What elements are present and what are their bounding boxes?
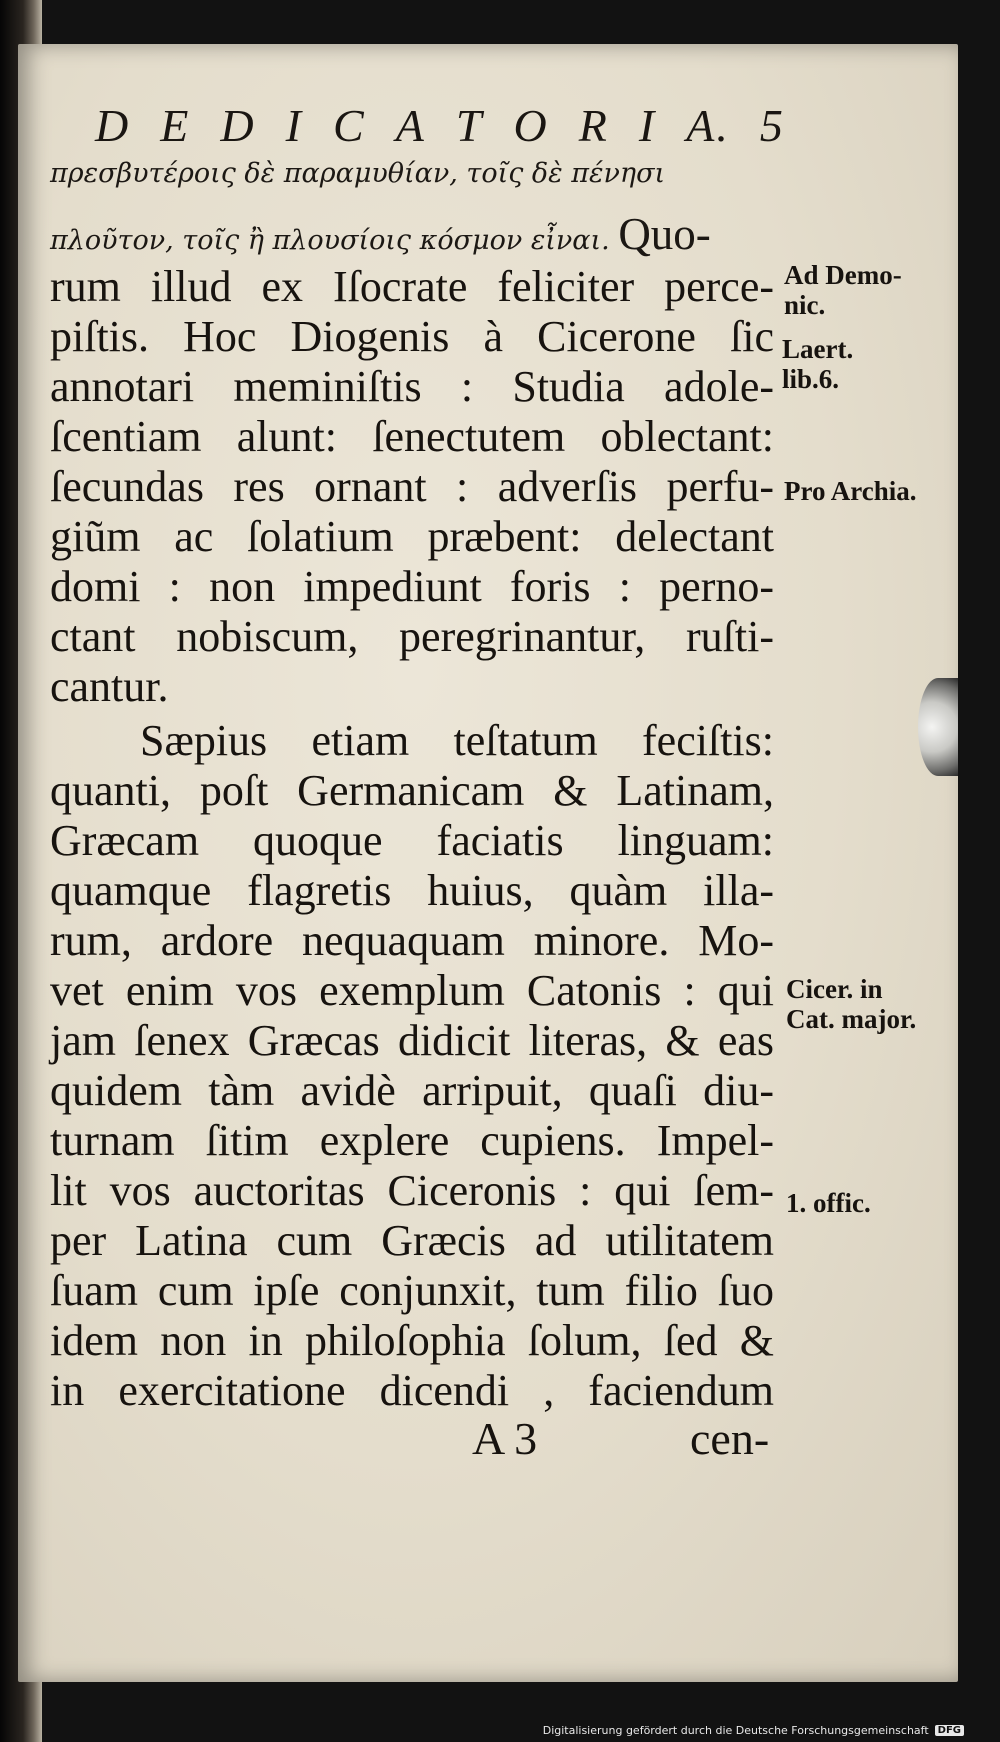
greek-line-2 bbox=[50, 208, 711, 260]
page-clip-tab bbox=[918, 678, 958, 776]
text-line: per Latina cum Græcis ad utilitatem bbox=[50, 1216, 774, 1265]
credit-text: Digitalisierung gefördert durch die Deutsche Forschungsgemeinschaft bbox=[542, 1723, 929, 1737]
greek-line-1 bbox=[50, 158, 665, 189]
margin-note-line: Pro Archia. bbox=[784, 476, 917, 506]
text-line: Græcam quoque faciatis linguam: bbox=[50, 816, 774, 865]
header-letter: E bbox=[160, 99, 191, 151]
text-line: turnam ſitim explere cupiens. Impel- bbox=[50, 1116, 774, 1165]
text-line: quidem tàm avidè arripuit, quaſi diu- bbox=[50, 1066, 774, 1115]
margin-note-demonic bbox=[784, 260, 902, 320]
margin-note-line: Laert. bbox=[782, 334, 854, 364]
text-line: ſecundas res ornant : adverſis perfu- bbox=[50, 462, 774, 511]
text-line: giũm ac ſolatium præbent: delectant bbox=[50, 512, 774, 561]
text-line: rum illud ex Iſocrate feliciter perce- bbox=[50, 262, 774, 311]
margin-note-line: nic. bbox=[784, 290, 826, 320]
text-line: annotari meminiſtis : Studia adole- bbox=[50, 362, 774, 411]
text-line: ctant nobiscum, peregrinantur, ruſti- bbox=[50, 612, 774, 661]
margin-note-line: Cat. major. bbox=[786, 1004, 917, 1034]
text-line: idem non in philoſophia ſolum, ſed & bbox=[50, 1316, 774, 1365]
header-letter: D bbox=[95, 99, 131, 151]
text-line: rum, ardore nequaquam minore. Mo- bbox=[50, 916, 774, 965]
margin-note-line: lib.6. bbox=[782, 364, 840, 394]
text-line: piſtis. Hoc Diogenis à Cicerone ſic bbox=[50, 312, 774, 361]
header-letter: O bbox=[513, 99, 549, 151]
text-line: quamque flagretis huius, quàm illa- bbox=[50, 866, 774, 915]
latin-tail: Quo- bbox=[618, 209, 711, 259]
header-letter: D bbox=[220, 99, 256, 151]
header-letter: T bbox=[455, 99, 484, 151]
running-header bbox=[95, 98, 785, 152]
header-letter: I bbox=[638, 99, 657, 151]
header-letter: R bbox=[578, 99, 609, 151]
catchword: cen- bbox=[690, 1413, 770, 1464]
greek-text: πρεσβυτέροις δὲ παραμυθίαν, τοῖς δὲ πένησι bbox=[50, 158, 666, 189]
text-line: jam ſenex Græcas didicit literas, & eas bbox=[50, 1016, 774, 1065]
header-letter: A. bbox=[686, 99, 730, 151]
margin-note-laert bbox=[782, 334, 853, 394]
header-letter: I bbox=[285, 99, 303, 151]
text-line: ſuam cum ipſe conjunxit, tum filio ſuo bbox=[50, 1266, 774, 1315]
paragraph-first-line: Sæpius etiam teſtatum feciſtis: bbox=[140, 716, 774, 765]
margin-note-line: Ad Demo- bbox=[784, 260, 902, 290]
signature-mark: A 3 bbox=[472, 1413, 538, 1464]
margin-note-line: 1. offic. bbox=[786, 1188, 871, 1218]
text-line: quanti, poſt Germanicam & Latinam, bbox=[50, 766, 774, 815]
text-line: domi : non impediunt foris : perno- bbox=[50, 562, 774, 611]
greek-text: πλοῦτον, τοῖς ἢ πλουσίοις κόσμον εἶναι. bbox=[50, 225, 610, 256]
margin-note-line: Cicer. in bbox=[786, 974, 883, 1004]
margin-note-pro-archia bbox=[784, 476, 917, 506]
text-line: lit vos auctoritas Ciceronis : qui ſem- bbox=[50, 1166, 774, 1215]
header-letter: C bbox=[333, 99, 366, 151]
margin-note-offic bbox=[786, 1188, 871, 1218]
margin-note-cicer bbox=[786, 974, 916, 1034]
page-number: 5 bbox=[759, 99, 785, 151]
text-line: ſcentiam alunt: ſenectutem oblectant: bbox=[50, 412, 774, 461]
dfg-logo: DFG bbox=[935, 1725, 964, 1736]
digitization-credit bbox=[543, 1722, 964, 1738]
text-line: vet enim vos exemplum Catonis : qui bbox=[50, 966, 774, 1015]
header-letter: A bbox=[395, 99, 426, 151]
text-line: in exercitatione dicendi , faciendum bbox=[50, 1366, 774, 1415]
text-line: cantur. bbox=[50, 662, 169, 711]
